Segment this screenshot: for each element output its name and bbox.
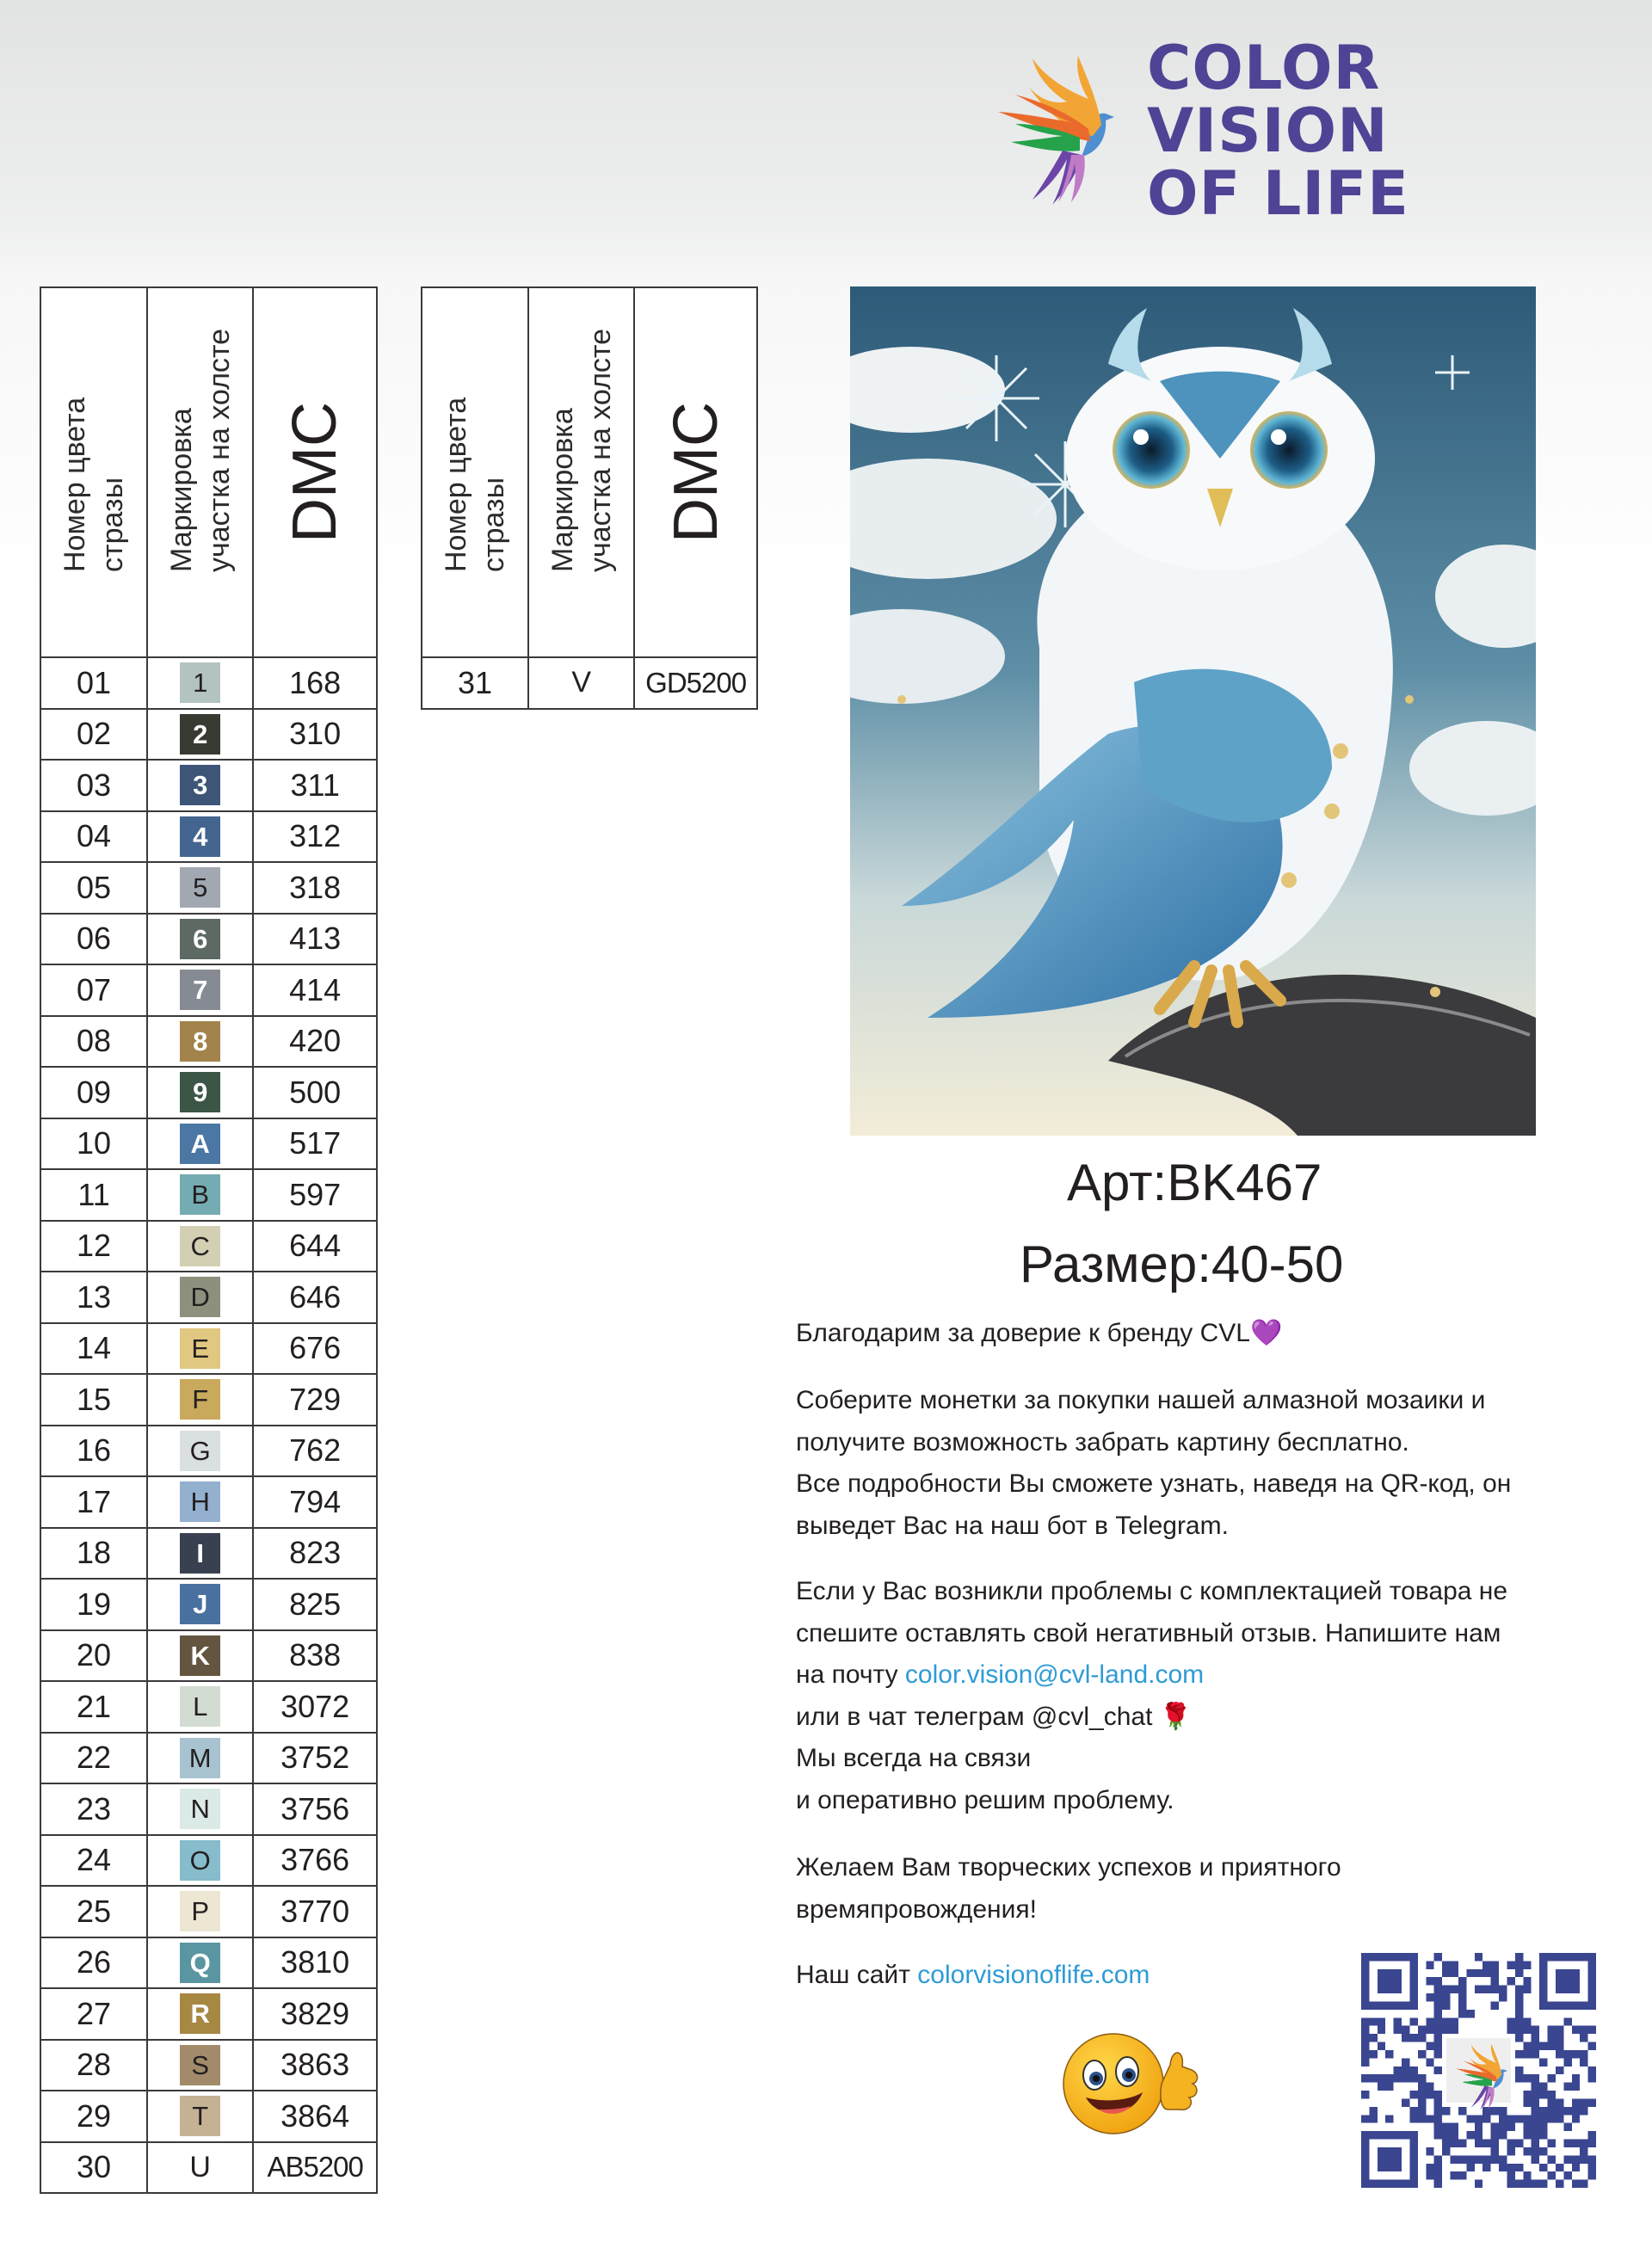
header-canvas-marking-line2: участка на холсте	[202, 328, 236, 572]
table-row	[40, 964, 377, 1016]
support-line: и оперативно решим проблему.	[796, 1785, 1174, 1814]
cell-color-number: 04	[40, 811, 147, 863]
color-swatch: 9	[180, 1072, 220, 1112]
cell-color-number: 15	[40, 1374, 147, 1426]
color-swatch: J	[180, 1584, 220, 1624]
table-row	[40, 1118, 377, 1170]
cell-color-number: 05	[40, 862, 147, 914]
cell-dmc-code: 500	[253, 1067, 377, 1118]
header-dmc	[634, 287, 757, 657]
coins-line: выведет Вас на наш бот в Telegram.	[796, 1511, 1229, 1540]
cell-dmc-code: 729	[253, 1374, 377, 1426]
color-swatch: K	[180, 1635, 220, 1676]
table-row	[40, 1169, 377, 1221]
cell-color-number: 11	[40, 1169, 147, 1221]
color-swatch: M	[180, 1738, 220, 1778]
color-swatch: D	[180, 1277, 220, 1317]
cell-color-number: 03	[40, 760, 147, 811]
color-swatch: N	[180, 1789, 220, 1829]
cell-color-number: 07	[40, 964, 147, 1016]
table-row	[40, 2091, 377, 2142]
color-key-table	[40, 286, 378, 2194]
website-link[interactable]: colorvisionoflife.com	[917, 1961, 1150, 1989]
coins-line: Все подробности Вы сможете узнать, наведя на QR-код, он	[796, 1469, 1512, 1498]
bird-logo-icon	[985, 52, 1114, 211]
cell-dmc-code: 312	[253, 811, 377, 863]
website-line	[796, 1955, 1150, 1997]
coins-line: Соберите монетки за покупки нашей алмазной мозаики и	[796, 1386, 1486, 1414]
cell-dmc-code: 3072	[253, 1681, 377, 1733]
smiley-thumbs-up-icon	[1060, 2030, 1211, 2137]
chat-text: или в чат телеграм @cvl_chat	[796, 1702, 1153, 1731]
cell-dmc-code: 420	[253, 1016, 377, 1068]
cell-color-number: 14	[40, 1323, 147, 1375]
cell-canvas-marking	[147, 1835, 253, 1887]
color-swatch: U	[189, 2150, 211, 2183]
color-swatch: Q	[180, 1943, 220, 1983]
wish-paragraph	[796, 1847, 1341, 1931]
header-canvas-marking-line1: Маркировка	[164, 408, 198, 572]
color-swatch: T	[180, 2096, 220, 2136]
table-row	[40, 1886, 377, 1937]
cell-dmc-code: 676	[253, 1323, 377, 1375]
cell-dmc-code: 318	[253, 862, 377, 914]
color-key-table-2	[421, 286, 758, 710]
email-link[interactable]: color.vision@cvl-land.com	[904, 1660, 1205, 1689]
qr-code-image	[1361, 1953, 1596, 2188]
cell-color-number: 16	[40, 1426, 147, 1477]
table-row	[40, 1476, 377, 1528]
cell-color-number: 27	[40, 1988, 147, 2040]
cell-color-number: 02	[40, 709, 147, 761]
table-row	[40, 2040, 377, 2091]
color-swatch: A	[180, 1124, 220, 1164]
cell-dmc-code: 823	[253, 1528, 377, 1580]
cell-dmc-code: 838	[253, 1630, 377, 1682]
size-label: Размер:40-50	[1020, 1235, 1344, 1293]
table-row	[40, 1937, 377, 1989]
color-swatch: B	[180, 1174, 220, 1215]
cell-canvas-marking	[147, 1169, 253, 1221]
cell-canvas-marking	[147, 1118, 253, 1170]
color-swatch: V	[571, 666, 591, 699]
table-row	[40, 811, 377, 863]
header-color-number-line1: Номер цвета	[59, 397, 92, 572]
cell-dmc-code: 3766	[253, 1835, 377, 1887]
header-dmc-label: DMC	[661, 402, 730, 543]
cell-color-number: 31	[422, 657, 528, 709]
wish-line: Желаем Вам творческих успехов и приятного	[796, 1853, 1341, 1882]
cell-dmc-code: 825	[253, 1579, 377, 1630]
cell-dmc-code: 3756	[253, 1783, 377, 1835]
cell-canvas-marking	[147, 2142, 253, 2194]
cell-color-number: 28	[40, 2040, 147, 2091]
color-swatch: P	[180, 1891, 220, 1931]
table-row	[40, 1016, 377, 1068]
cell-dmc-code: 3863	[253, 2040, 377, 2091]
cell-dmc-code: 310	[253, 709, 377, 761]
color-swatch: 8	[180, 1021, 220, 1062]
header-canvas-marking	[528, 287, 634, 657]
cell-color-number: 13	[40, 1272, 147, 1323]
cell-dmc-code: GD5200	[634, 657, 757, 709]
color-swatch: 7	[180, 970, 220, 1010]
header-dmc	[253, 287, 377, 657]
cell-dmc-code: 3810	[253, 1937, 377, 1989]
logo-line-2: VISION	[1147, 95, 1389, 166]
cell-canvas-marking	[147, 1630, 253, 1682]
cell-dmc-code: 413	[253, 914, 377, 965]
email-line	[796, 1654, 1507, 1697]
table-row	[40, 1426, 377, 1477]
cell-canvas-marking	[147, 811, 253, 863]
cell-canvas-marking	[147, 760, 253, 811]
cell-dmc-code: 762	[253, 1426, 377, 1477]
color-swatch: C	[180, 1226, 220, 1266]
header-color-number	[422, 287, 528, 657]
header-dmc-label: DMC	[280, 402, 350, 543]
cell-color-number: 12	[40, 1221, 147, 1272]
header-color-number	[40, 287, 147, 657]
brand-logo	[985, 30, 1407, 228]
wish-line: времяпровождения!	[796, 1894, 1037, 1924]
thanks-text	[796, 1313, 1282, 1355]
color-swatch: 4	[180, 816, 220, 857]
color-swatch: G	[180, 1431, 220, 1471]
table-row	[40, 1783, 377, 1835]
cell-canvas-marking	[147, 1221, 253, 1272]
cell-canvas-marking	[147, 709, 253, 761]
cell-canvas-marking	[147, 1579, 253, 1630]
cell-dmc-code: 597	[253, 1169, 377, 1221]
table-row	[422, 657, 757, 709]
cell-color-number: 20	[40, 1630, 147, 1682]
color-swatch: S	[180, 2045, 220, 2085]
cell-color-number: 26	[40, 1937, 147, 1989]
cell-dmc-code: 414	[253, 964, 377, 1016]
cell-canvas-marking	[147, 1681, 253, 1733]
cell-canvas-marking	[147, 914, 253, 965]
table-row	[40, 1528, 377, 1580]
color-swatch: R	[180, 1993, 220, 2034]
table-row	[40, 1835, 377, 1887]
cell-color-number: 22	[40, 1733, 147, 1784]
color-swatch: 3	[180, 765, 220, 805]
table-row	[40, 1579, 377, 1630]
email-prefix: на почту	[796, 1660, 905, 1689]
cell-canvas-marking	[528, 657, 634, 709]
header-canvas-marking-line2: участка на холсте	[583, 328, 617, 572]
cell-canvas-marking	[147, 1426, 253, 1477]
cell-color-number: 09	[40, 1067, 147, 1118]
cell-canvas-marking	[147, 1988, 253, 2040]
table-row	[40, 1067, 377, 1118]
cell-canvas-marking	[147, 1783, 253, 1835]
purple-heart-icon: 💜	[1249, 1319, 1283, 1347]
support-line: Если у Вас возникли проблемы с комплектацией товара не	[796, 1577, 1508, 1605]
color-swatch: L	[180, 1686, 220, 1727]
cell-canvas-marking	[147, 1323, 253, 1375]
cell-color-number: 08	[40, 1016, 147, 1068]
table-row	[40, 1221, 377, 1272]
support-line: Мы всегда на связи	[796, 1744, 1032, 1772]
cell-dmc-code: 3829	[253, 1988, 377, 2040]
color-swatch: 5	[180, 867, 220, 908]
table-row	[40, 1374, 377, 1426]
logo-line-3: OF LIFE	[1147, 158, 1409, 229]
cell-canvas-marking	[147, 1528, 253, 1580]
cell-canvas-marking	[147, 2040, 253, 2091]
rose-icon: 🌹	[1159, 1702, 1193, 1731]
logo-line-1: COLOR	[1147, 33, 1381, 103]
cell-canvas-marking	[147, 964, 253, 1016]
table-header-row	[422, 287, 757, 657]
table-row	[40, 1681, 377, 1733]
color-swatch: F	[180, 1379, 220, 1420]
cell-canvas-marking	[147, 1733, 253, 1784]
color-swatch: I	[180, 1533, 220, 1574]
table-row	[40, 657, 377, 709]
table-row	[40, 914, 377, 965]
color-swatch: 1	[180, 662, 220, 703]
coins-line: получите возможность забрать картину бесплатно.	[796, 1427, 1409, 1457]
article-number: Арт:BK467	[1067, 1154, 1322, 1211]
cell-canvas-marking	[147, 2091, 253, 2142]
cell-color-number: 25	[40, 1886, 147, 1937]
coins-paragraph	[796, 1380, 1511, 1547]
cell-dmc-code: 794	[253, 1476, 377, 1528]
table-row	[40, 1630, 377, 1682]
website-prefix: Наш сайт	[796, 1961, 918, 1989]
cell-color-number: 10	[40, 1118, 147, 1170]
owl-illustration	[850, 286, 1536, 1136]
chat-line	[796, 1697, 1507, 1739]
color-swatch: 6	[180, 919, 220, 959]
cell-dmc-code: 3752	[253, 1733, 377, 1784]
cell-color-number: 06	[40, 914, 147, 965]
cell-color-number: 01	[40, 657, 147, 709]
cell-canvas-marking	[147, 1886, 253, 1937]
cell-dmc-code: 644	[253, 1221, 377, 1272]
cell-canvas-marking	[147, 1937, 253, 1989]
color-swatch: E	[180, 1328, 220, 1369]
cell-canvas-marking	[147, 1272, 253, 1323]
cell-dmc-code: 3770	[253, 1886, 377, 1937]
cell-color-number: 18	[40, 1528, 147, 1580]
cell-color-number: 17	[40, 1476, 147, 1528]
support-line: спешите оставлять свой негативный отзыв. Напишите нам	[796, 1618, 1501, 1648]
cell-color-number: 29	[40, 2091, 147, 2142]
cell-canvas-marking	[147, 1476, 253, 1528]
cell-color-number: 30	[40, 2142, 147, 2194]
cell-color-number: 19	[40, 1579, 147, 1630]
cell-canvas-marking	[147, 862, 253, 914]
table-header-row	[40, 287, 377, 657]
cell-canvas-marking	[147, 1016, 253, 1068]
support-paragraph	[796, 1571, 1507, 1821]
cell-color-number: 24	[40, 1835, 147, 1887]
table-row	[40, 760, 377, 811]
cell-dmc-code: 311	[253, 760, 377, 811]
cell-canvas-marking	[147, 1067, 253, 1118]
table-row	[40, 1988, 377, 2040]
table-row	[40, 1272, 377, 1323]
header-canvas-marking-line1: Маркировка	[546, 408, 579, 572]
table-row	[40, 1323, 377, 1375]
cell-dmc-code: AB5200	[253, 2142, 377, 2194]
cell-canvas-marking	[147, 1374, 253, 1426]
table-row	[40, 2142, 377, 2194]
cell-dmc-code: 3864	[253, 2091, 377, 2142]
cell-dmc-code: 646	[253, 1272, 377, 1323]
product-image-owl	[850, 286, 1536, 1136]
cell-dmc-code: 168	[253, 657, 377, 709]
header-color-number-line1: Номер цвета	[440, 397, 473, 572]
cell-color-number: 23	[40, 1783, 147, 1835]
cell-canvas-marking	[147, 657, 253, 709]
table-row	[40, 709, 377, 761]
header-color-number-line2: стразы	[96, 477, 130, 572]
color-swatch: H	[180, 1481, 220, 1522]
qr-code[interactable]	[1361, 1953, 1596, 2188]
header-canvas-marking	[147, 287, 253, 657]
cell-color-number: 21	[40, 1681, 147, 1733]
color-swatch: O	[180, 1840, 220, 1881]
table-row	[40, 1733, 377, 1784]
color-swatch: 2	[180, 714, 220, 755]
cell-dmc-code: 517	[253, 1118, 377, 1170]
thanks-line: Благодарим за доверие к бренду CVL	[796, 1319, 1250, 1347]
table-row	[40, 862, 377, 914]
header-color-number-line2: стразы	[478, 477, 511, 572]
